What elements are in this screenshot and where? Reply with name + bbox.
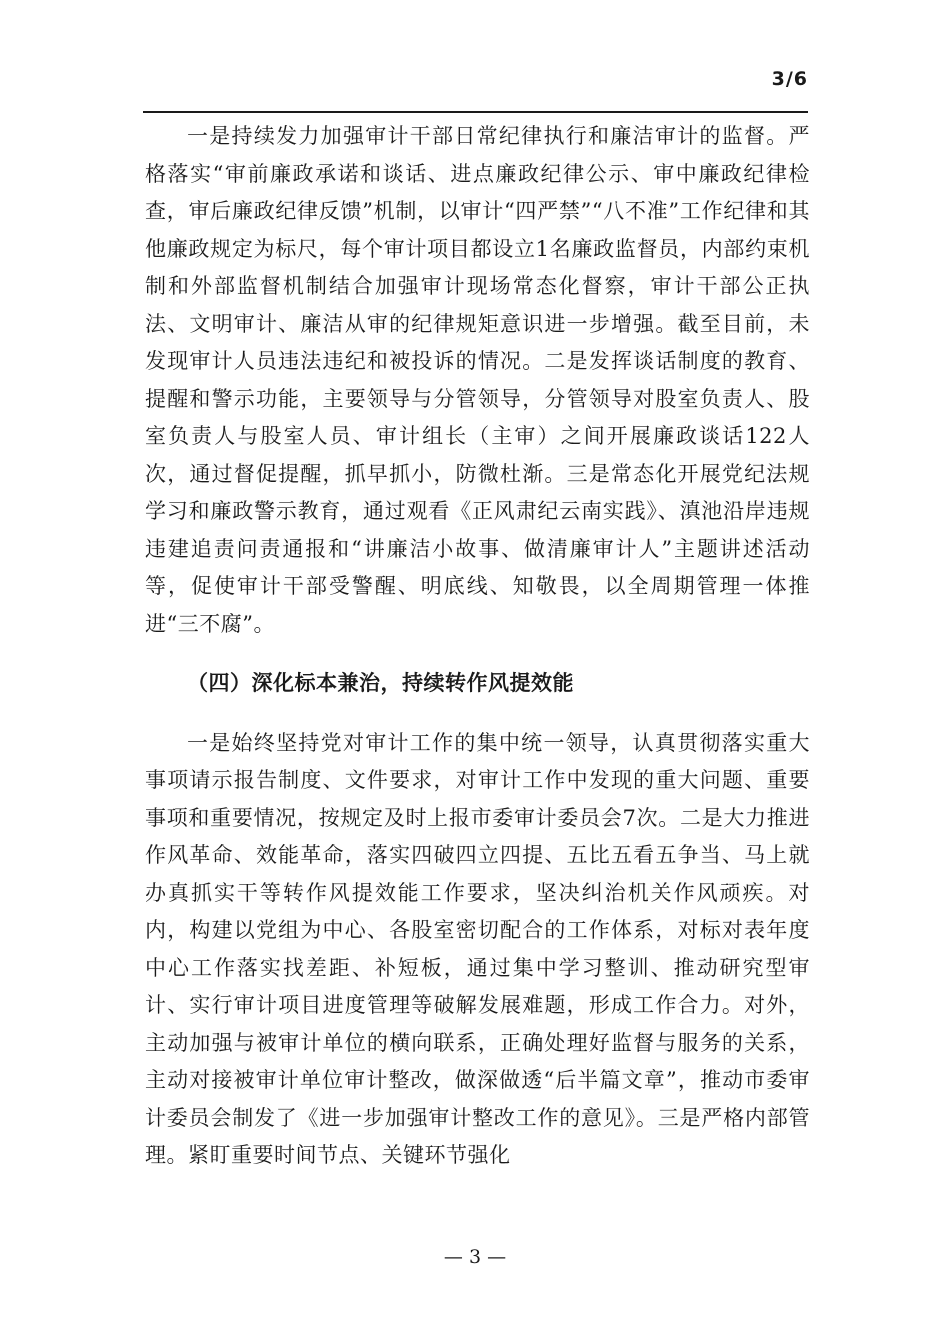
document-body — [145, 118, 810, 1175]
header-rule — [143, 111, 808, 113]
page-indicator: 3/6 — [771, 68, 808, 90]
page-number-footer: — 3 — — [443, 1246, 507, 1268]
paragraph-integrity-supervision: 一是持续发力加强审计干部日常纪律执行和廉洁审计的监督。严格落实“审前廉政承诺和谈话、进点廉政纪律公示、审中廉政纪律检查，审后廉政纪律反馈”机制，以审计“四严禁”“八不准”工作纪律和其他廉政规定为标尺，每个审计项目都设立1名廉政监督员，内部约束机制和外部监督机制结合加强审计现场常态化督察，审计干部公正执法、文明审计、廉洁从审的纪律规矩意识进一步增强。截至目前，未发现审计人员违法违纪和被投诉的情况。二是发挥谈话制度的教育、提醒和警示功能，主要领导与分管领导，分管领导对股室负责人、股室负责人与股室人员、审计组长（主审）之间开展廉政谈话122人次，通过督促提醒，抓早抓小，防微杜渐。三是常态化开展党纪法规学习和廉政警示教育，通过观看《正风肃纪云南实践》、滇池沿岸违规违建追责问责通报和“讲廉洁小故事、做清廉审计人”主题讲述活动等，促使审计干部受警醒、明底线、知敬畏，以全周期管理一体推进“三不腐”。 — [145, 124, 810, 636]
paragraph-work-style: 一是始终坚持党对审计工作的集中统一领导，认真贯彻落实重大事项请示报告制度、文件要求，对审计工作中发现的重大问题、重要事项和重要情况，按规定及时上报市委审计委员会7次。二是大力推进作风革命、效能革命，落实四破四立四提、五比五看五争当、马上就办真抓实干等转作风提效能工作要求，坚决纠治机关作风顽疾。对内，构建以党组为中心、各股室密切配合的工作体系，对标对表年度中心工作落实找差距、补短板，通过集中学习整训、推动研究型审计、实行审计项目进度管理等破解发展难题，形成工作合力。对外，主动加强与被审计单位的横向联系，正确处理好监督与服务的关系，主动对接被审计单位审计整改，做深做透“后半篇文章”，推动市委审计委员会制发了《进一步加强审计整改工作的意见》。三是严格内部管理。紧盯重要时间节点、关键环节强化 — [145, 730, 810, 1167]
page-header — [0, 0, 950, 120]
section-heading: （四）深化标本兼治，持续转作风提效能 — [187, 671, 574, 695]
